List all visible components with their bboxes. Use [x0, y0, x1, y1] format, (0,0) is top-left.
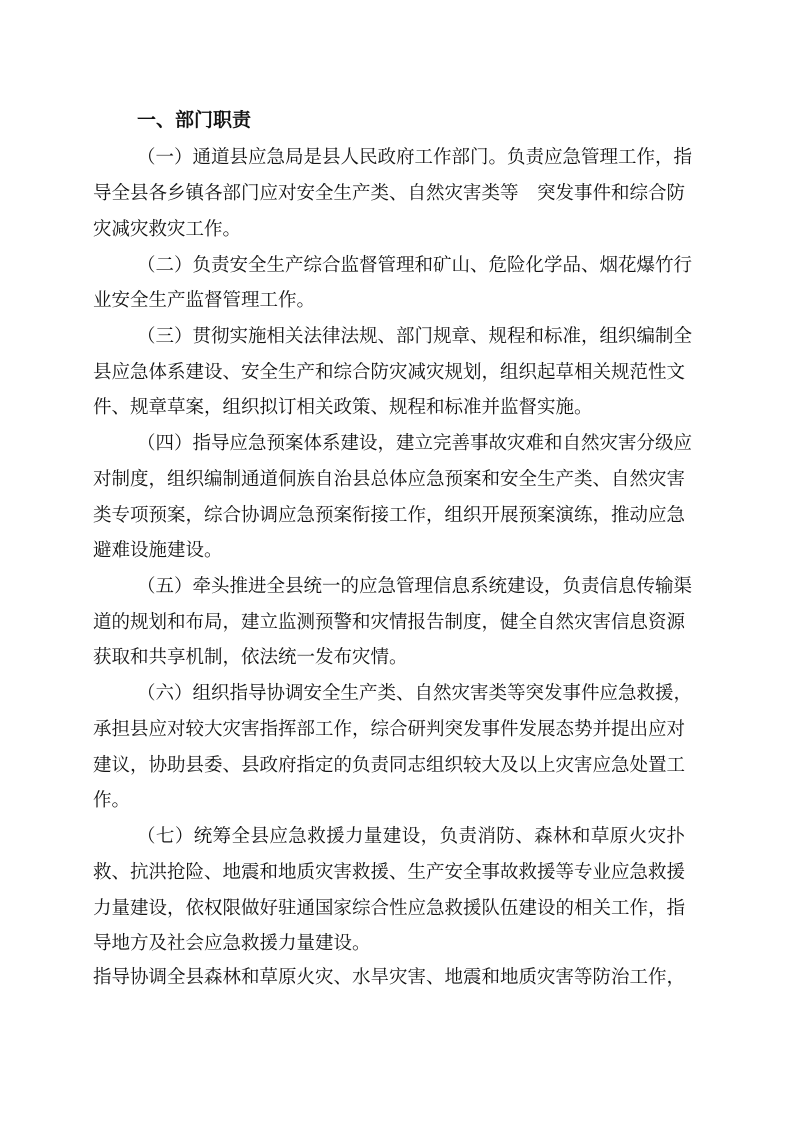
paragraph-5-line-2: 道的规划和布局，建立监测预警和灾情报告制度，健全自然灾害信息资源 — [93, 612, 686, 633]
paragraph-3-line-1: （三）贯彻实施相关法律法规、部门规章、规程和标准，组织编制全 — [137, 326, 693, 347]
paragraph-5-line-1: （五）牵头推进全县统一的应急管理信息系统建设，负责信息传输渠 — [137, 576, 693, 597]
paragraph-1-line-2: 导全县各乡镇各部门应对安全生产类、自然灾害类等 突发事件和综合防 — [93, 183, 686, 204]
paragraph-2-line-1: （二）负责安全生产综合监督管理和矿山、危险化学品、烟花爆竹行 — [137, 255, 693, 276]
paragraph-6-line-1: （六）组织指导协调安全生产类、自然灾害类等突发事件应急救援， — [137, 683, 693, 704]
paragraph-7-line-2: 救、抗洪抢险、地震和地质灾害救援、生产安全事故救援等专业应急救援 — [93, 862, 686, 883]
paragraph-6-line-4: 作。 — [93, 790, 131, 811]
paragraph-1-line-1: （一）通道县应急局是县人民政府工作部门。负责应急管理工作，指 — [137, 147, 693, 168]
paragraph-5-line-3: 获取和共享机制，依法统一发布灾情。 — [93, 647, 408, 668]
paragraph-6-line-3: 建议，协助县委、县政府指定的负责同志组织较大及以上灾害应急处置工 — [93, 755, 686, 776]
paragraph-3-line-2: 县应急体系建设、安全生产和综合防灾减灾规划，组织起草相关规范性文 — [93, 362, 686, 383]
section-heading: 一、部门职责 — [137, 109, 252, 131]
paragraph-4-line-3: 类专项预案，综合协调应急预案衔接工作，组织开展预案演练，推动应急 — [93, 505, 686, 526]
paragraph-2-line-2: 业安全生产监督管理工作。 — [93, 290, 316, 311]
paragraph-4-line-1: （四）指导应急预案体系建设，建立完善事故灾难和自然灾害分级应 — [137, 433, 693, 454]
paragraph-7-line-4: 导地方及社会应急救援力量建设。 — [93, 933, 371, 954]
paragraph-8-line-1: 指导协调全县森林和草原火灾、水旱灾害、地震和地质灾害等防治工作， — [93, 967, 686, 988]
paragraph-7-line-1: （七）统筹全县应急救援力量建设，负责消防、森林和草原火灾扑 — [137, 826, 685, 847]
paragraph-6-line-2: 承担县应对较大灾害指挥部工作，综合研判突发事件发展态势并提出应对 — [93, 719, 686, 740]
paragraph-4-line-2: 对制度，组织编制通道侗族自治县总体应急预案和安全生产类、自然灾害 — [93, 469, 686, 490]
paragraph-3-line-3: 件、规章草案，组织拟订相关政策、规程和标准并监督实施。 — [93, 397, 593, 418]
paragraph-1-line-3: 灾减灾救灾工作。 — [93, 219, 242, 240]
paragraph-7-line-3: 力量建设，依权限做好驻通国家综合性应急救援队伍建设的相关工作，指 — [93, 898, 686, 919]
paragraph-4-line-4: 避难设施建设。 — [93, 540, 223, 561]
